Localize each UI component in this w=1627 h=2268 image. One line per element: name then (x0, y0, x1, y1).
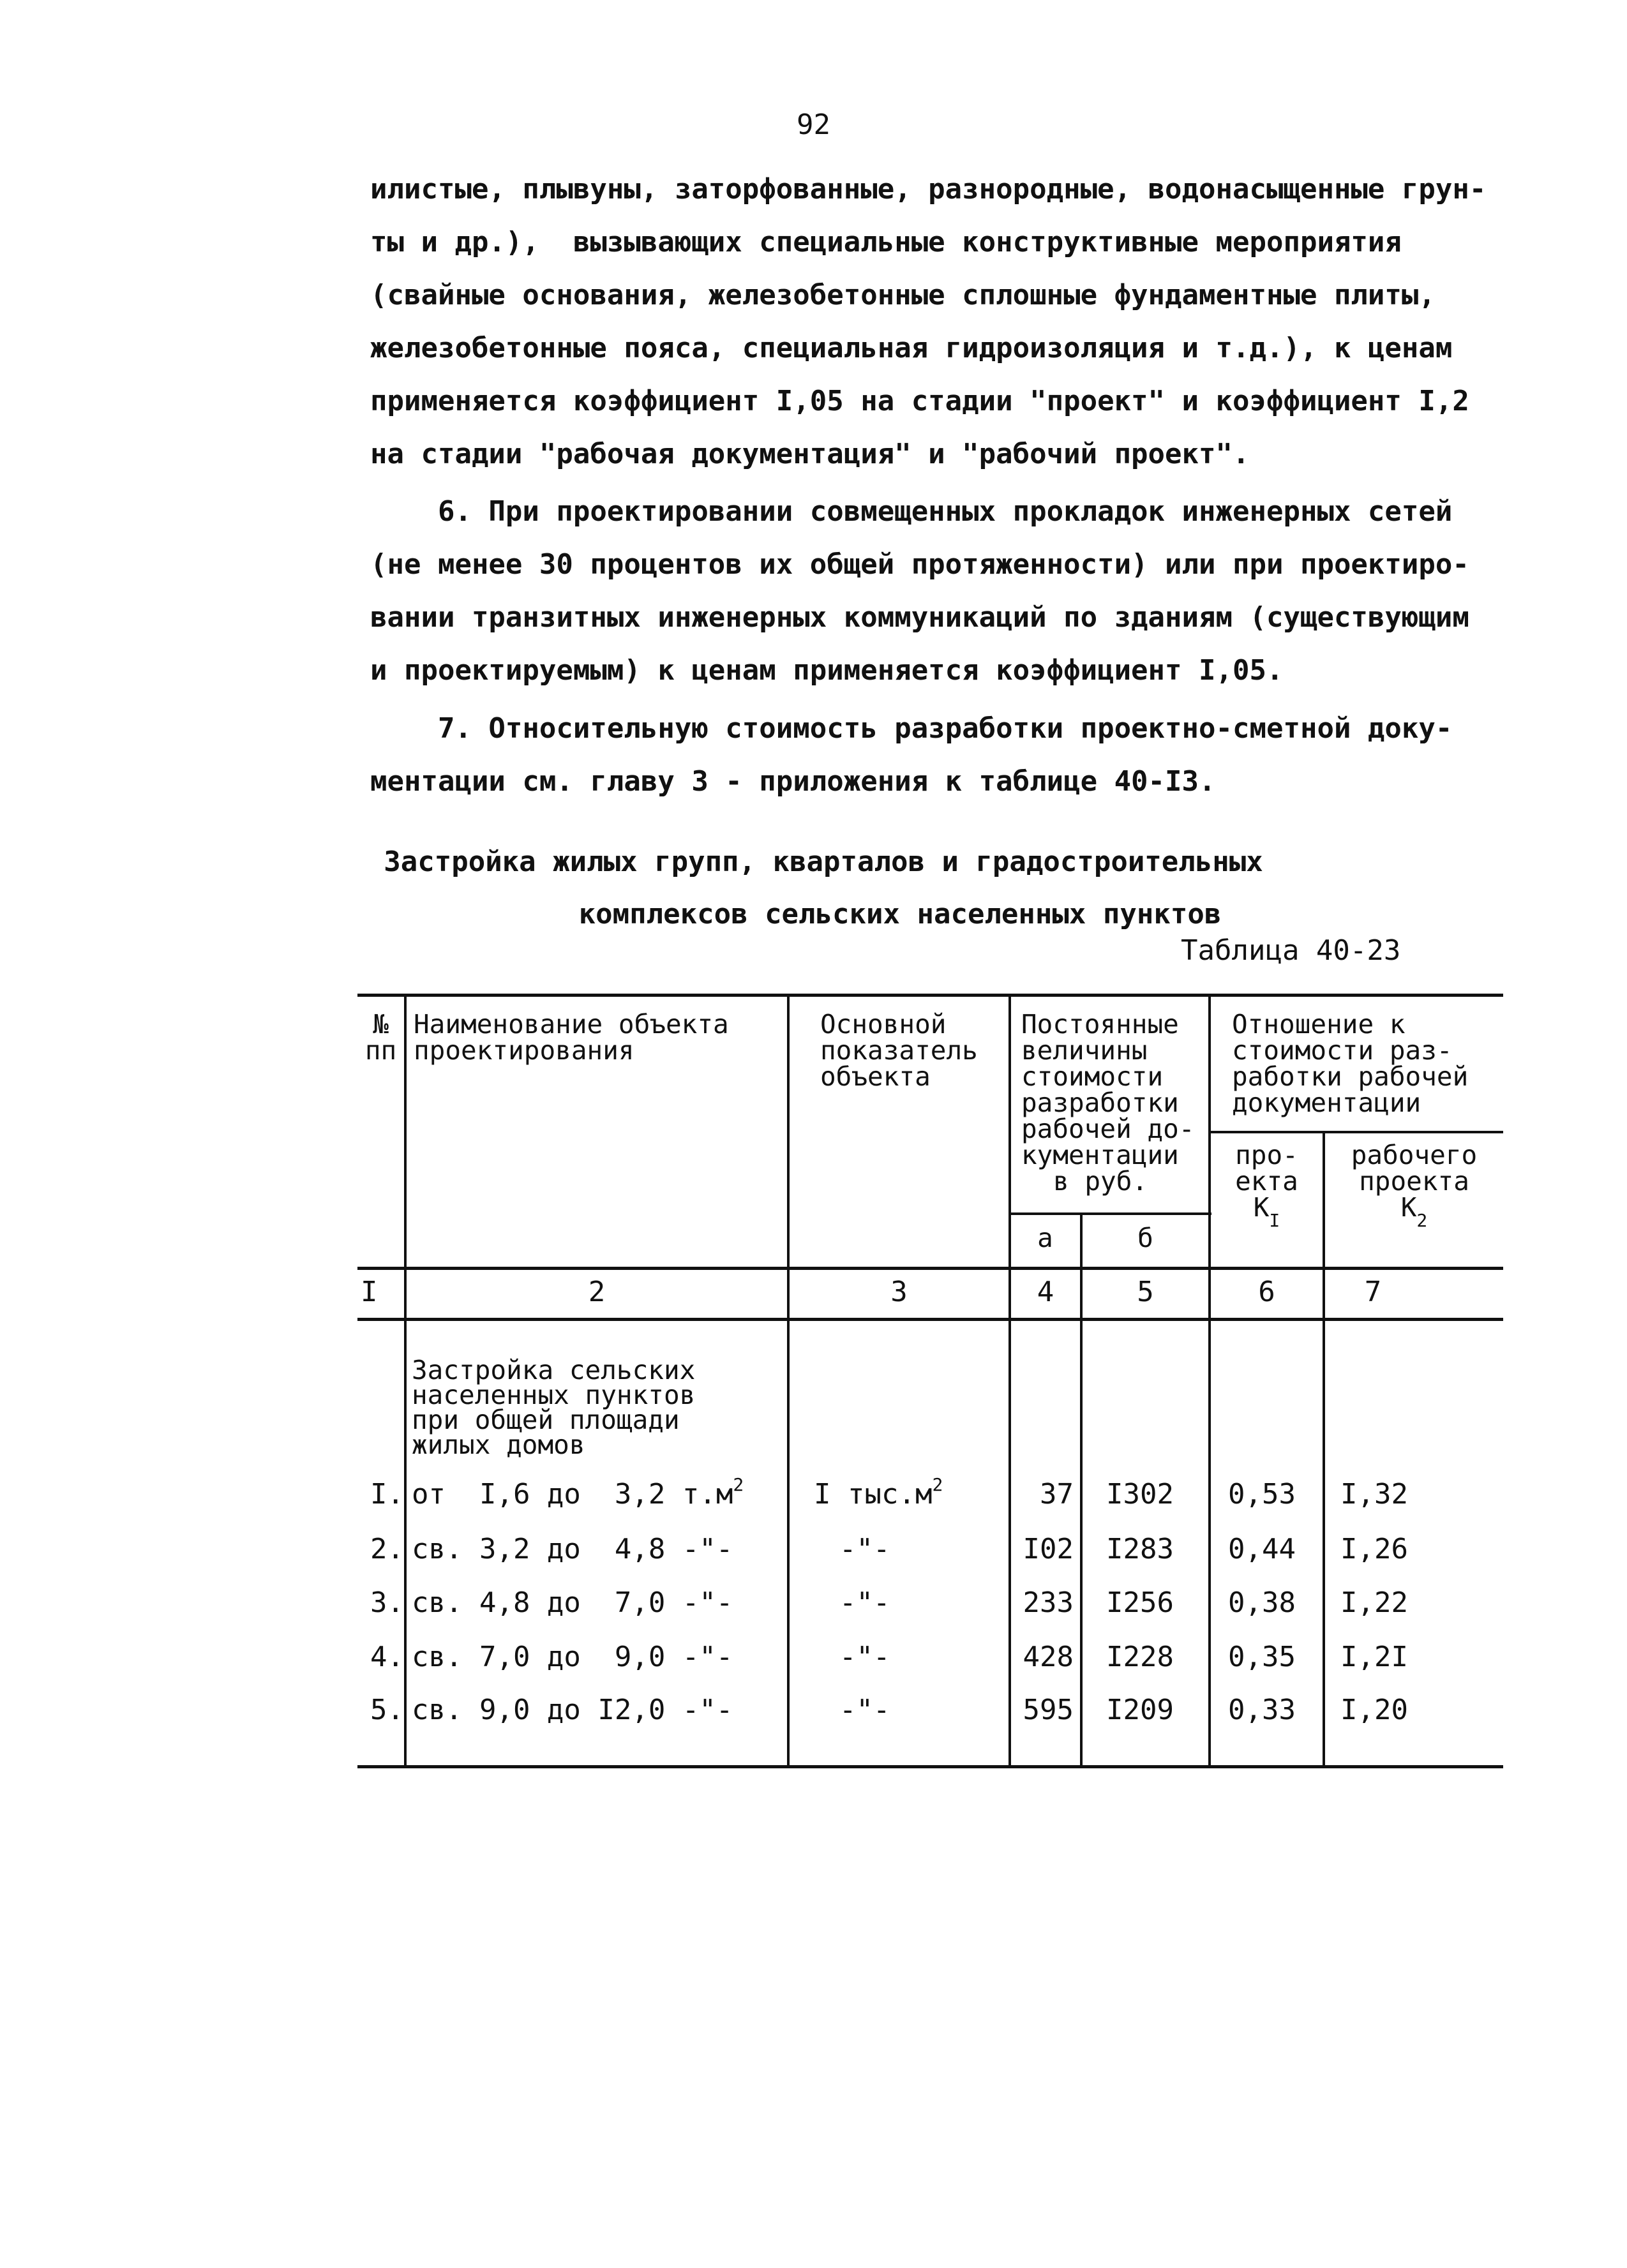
row-k1: 0,35 (1228, 1641, 1296, 1673)
row-value-a: 428 (1023, 1641, 1074, 1673)
row-k2: I,26 (1340, 1533, 1408, 1565)
column-divider (404, 994, 407, 1767)
column-number: 6 (1258, 1276, 1275, 1308)
row-number: 2. (370, 1533, 404, 1565)
page-number: 92 (797, 108, 830, 141)
header-line: пп (364, 1035, 397, 1066)
column-number: I (361, 1276, 378, 1308)
text-line: применяется коэффициент I,05 на стадии "проект" и коэффициент I,2 (370, 385, 1469, 417)
row-k2: I,20 (1340, 1694, 1408, 1726)
header-line: объекта (820, 1061, 931, 1092)
row-indicator-text: I тыс.м (814, 1478, 933, 1511)
column-number: 7 (1364, 1276, 1382, 1308)
row-value-a: 37 (1040, 1478, 1074, 1511)
row-indicator (839, 1694, 1005, 1726)
row-indicator (839, 1641, 1005, 1673)
header-ratio (1232, 1011, 1500, 1116)
row-k2: I,32 (1340, 1478, 1408, 1511)
column-number: 2 (588, 1276, 606, 1308)
row-indicator (839, 1587, 1005, 1619)
text-line: 7. Относительную стоимость разработки проектно-сметной доку- (370, 712, 1453, 745)
header-line: рабочей до- (1021, 1114, 1195, 1144)
superscript: 2 (733, 1474, 744, 1495)
header-line (1211, 1192, 1323, 1231)
header-line (1325, 1192, 1503, 1231)
header-constant-values (1021, 1011, 1206, 1195)
row-indicator (814, 1474, 1005, 1511)
header-line: Наименование объекта (414, 1009, 729, 1040)
row-object-name-text: св. 7,0 до 9,0 -"- (412, 1641, 733, 1673)
column-number: 5 (1137, 1276, 1154, 1308)
row-k2: I,2I (1340, 1641, 1408, 1673)
row-object-name-text: св. 4,8 до 7,0 -"- (412, 1586, 733, 1619)
row-value-b: I256 (1106, 1586, 1174, 1619)
row-number: 3. (370, 1586, 404, 1619)
group-title-line: населенных пунктов (412, 1380, 696, 1410)
column-divider (1323, 1131, 1325, 1767)
paragraph-7 (370, 702, 1494, 808)
paragraph-6 (370, 485, 1494, 697)
group-title-line: при общей площади (412, 1405, 680, 1435)
header-line: проекта (1359, 1166, 1469, 1197)
group-title-line: жилых домов (412, 1429, 585, 1460)
header-col-a (1010, 1225, 1080, 1251)
table-number: Таблица 40-23 (1181, 934, 1401, 967)
row-object-name-text: св. 9,0 до I2,0 -"- (412, 1694, 733, 1726)
row-k1: 0,38 (1228, 1586, 1296, 1619)
row-object-name (412, 1641, 785, 1673)
header-line: рабочего (1351, 1140, 1478, 1170)
text-line: железобетонные пояса, специальная гидроизоляция и т.д.), к ценам (370, 332, 1453, 364)
row-indicator-text: -"- (839, 1694, 890, 1726)
row-object-name-text: св. 3,2 до 4,8 -"- (412, 1533, 733, 1565)
header-line: екта (1235, 1166, 1298, 1197)
header-line: кументации (1021, 1140, 1179, 1170)
header-line: проектирования (414, 1035, 634, 1066)
row-k2: I,22 (1340, 1586, 1408, 1619)
group-title-line: Застройка сельских (412, 1355, 696, 1385)
header-line: стоимости (1021, 1061, 1164, 1092)
table-title-line: Застройка жилых групп, кварталов и градостроительных (384, 846, 1263, 878)
header-line: показатель (820, 1035, 978, 1066)
column-number: 3 (890, 1276, 908, 1308)
row-value-b: I283 (1106, 1533, 1174, 1565)
row-object-name-text: от I,6 до 3,2 т.м (412, 1478, 733, 1511)
row-value-b: I209 (1106, 1694, 1174, 1726)
text-line: ментации см. главу 3 - приложения к таблице 40-I3. (370, 765, 1216, 798)
group-title (412, 1355, 785, 1460)
table-top-rule (357, 994, 1503, 997)
header-line: № (373, 1009, 389, 1040)
row-k1: 0,33 (1228, 1694, 1296, 1726)
row-indicator-text: -"- (839, 1641, 890, 1673)
row-object-name (412, 1694, 785, 1726)
row-indicator (839, 1533, 1005, 1565)
text-line: и проектируемым) к ценам применяется коэффициент I,05. (370, 654, 1284, 687)
header-line: про- (1235, 1140, 1298, 1170)
row-value-b: I302 (1106, 1478, 1174, 1511)
header-line: стоимости раз- (1232, 1035, 1453, 1066)
header-k-letter: К (1253, 1192, 1270, 1223)
row-number: 5. (370, 1694, 404, 1726)
header-sub-rule-k (1208, 1131, 1503, 1133)
header-sub-rule-ab (1010, 1212, 1211, 1215)
column-divider (787, 994, 790, 1767)
header-k-letter: К (1400, 1192, 1417, 1223)
row-object-name (412, 1474, 785, 1511)
header-col-b (1083, 1225, 1208, 1251)
row-number: 4. (370, 1641, 404, 1673)
text-line: (свайные основания, железобетонные сплошные фундаментные плиты, (370, 279, 1436, 311)
row-value-a: 595 (1023, 1694, 1074, 1726)
header-line: работки рабочей (1232, 1061, 1469, 1092)
row-value-b: I228 (1106, 1641, 1174, 1673)
header-k1 (1211, 1140, 1323, 1231)
superscript: 2 (932, 1474, 943, 1495)
header-k-subscript: 2 (1416, 1210, 1428, 1231)
text-line: на стадии "рабочая документация" и "рабочий проект". (370, 438, 1250, 470)
row-indicator-text: -"- (839, 1586, 890, 1619)
text-line: (не менее 30 процентов их общей протяженности) или при проектиро- (370, 548, 1469, 581)
header-k2 (1325, 1140, 1503, 1231)
header-k-subscript: I (1269, 1210, 1280, 1231)
table-title (357, 836, 1289, 941)
row-object-name (412, 1533, 785, 1565)
header-basic-indicator (820, 1011, 1005, 1090)
row-value-a: 233 (1023, 1586, 1074, 1619)
header-line: документации (1232, 1087, 1421, 1118)
text-line: илистые, плывуны, заторфованные, разнородные, водонасыщенные грун- (370, 173, 1487, 205)
header-line: Постоянные (1021, 1009, 1179, 1040)
table-title-line: комплексов сельских населенных пунктов (578, 898, 1222, 930)
row-k1: 0,44 (1228, 1533, 1296, 1565)
paragraph-continuation (370, 163, 1494, 481)
header-line: Отношение к (1232, 1009, 1406, 1040)
row-number: I. (370, 1478, 404, 1511)
column-numbers-top-rule (357, 1267, 1503, 1270)
row-k1: 0,53 (1228, 1478, 1296, 1511)
row-indicator-text: -"- (839, 1533, 890, 1565)
header-object-name (414, 1011, 784, 1064)
row-value-a: I02 (1023, 1533, 1074, 1565)
column-number: 4 (1037, 1276, 1054, 1308)
text-line: ты и др.), вызывающих специальные конструктивные мероприятия (370, 226, 1402, 258)
header-number (357, 1011, 404, 1064)
header-line: а (1037, 1223, 1053, 1253)
header-line: б (1137, 1223, 1153, 1253)
row-object-name (412, 1587, 785, 1619)
header-line: в руб. (1053, 1166, 1148, 1197)
table-bottom-rule (357, 1765, 1503, 1768)
column-numbers-bottom-rule (357, 1318, 1503, 1321)
header-line: величины (1021, 1035, 1148, 1066)
header-line: разработки (1021, 1087, 1179, 1118)
text-line: вании транзитных инженерных коммуникаций по зданиям (существующим (370, 601, 1469, 634)
text-line: 6. При проектировании совмещенных прокладок инженерных сетей (370, 495, 1453, 528)
header-line: Основной (820, 1009, 947, 1040)
